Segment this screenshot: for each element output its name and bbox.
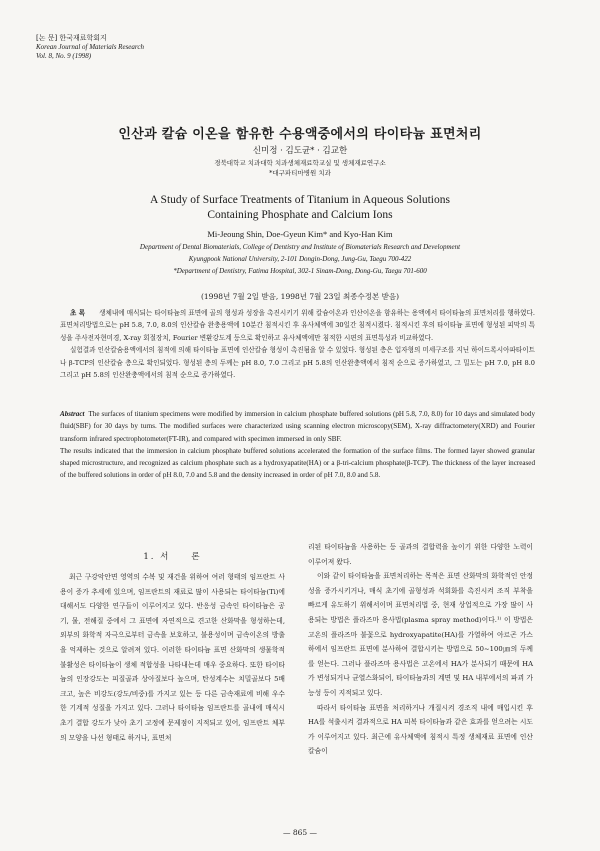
section-heading-introduction: 1. 서 론 xyxy=(143,552,202,562)
page-number: — 865 — xyxy=(282,828,318,837)
body-column-right xyxy=(308,540,533,759)
abstract-en xyxy=(60,408,535,482)
abstract-kr-paragraph-2: 실험결과 인산칼슘용액에서의 침적에 의해 타이타늄 표면에 인산칼슘 형성이 촉진됨을 알 수 있었다. 형성된 층은 입자형의 미세구조를 지닌 하이드록시아파타이트나 β-TCP의 인산칼슘 층으로 확인되었다. 형성된 층의 두께는 pH 8.0, 7.0 그리고 pH 5.8의 인산완충액에서 침적 순으로 증가하였고, 그 밀도는 pH 7.0, pH 8.0 그리고 pH 5.8의 인산완충액에서의 침적 순으로 증가하였다. xyxy=(60,346,535,380)
journal-name-en: Korean Journal of Materials Research xyxy=(36,43,144,51)
abstract-kr-label: 초 록 xyxy=(70,309,86,317)
affiliation-en-3: *Department of Dentistry, Fatima Hospital, 302-1 Sinam-Dong, Dong-Gu, Taegu 701-600 xyxy=(173,267,427,275)
body-paragraph: 최근 구강악안면 영역의 수복 및 재건을 위하여 여러 형태의 임프란트 사용이 증가 추세에 있으며, 임프란트의 재료로 많이 사용되는 타이타늄(Ti)에 대해서도 다양한 연구들이 이루어지고 있다. 반응성 금속인 타이타늄은 공기, 물, 전해질 중에서 그 표면에 자연적으로 견고한 산화막을 형성하는데, 외부의 화학적 자극으로부터 금속을 보호하고, 불용성이며 금속이온의 방출을 억제하는 것으로 알려져 있다. 이러한 타이타늄 표면 산화막의 생물학적 불활성은 타이타늄이 생체 적합성을 나타내는데 매우 중요하다. 또한 타이타늄의 인장강도는 피질골과 상아질보다 높으며, 탄성계수는 치밀골보다 5배 크고, 높은 비강도(강도/비중)를 가지고 있는 등 다른 금속재료에 비해 우수한 기계적 성질을 가지고 있다. 그러나 타이타늄 임프란트를 골내에 매식시 초기 결합 강도가 낮아 초기 고정에 문제점이 지적되고 있어, 임프란트 체부의 모양을 나선 형태로 하거나, 표면처 xyxy=(60,573,285,742)
affiliation-kr-1: 경북대학교 치과대학 치과생체재료학교실 및 생체재료연구소 xyxy=(214,159,386,167)
body-paragraph: 리된 타이타늄을 사용하는 등 골과의 결합력을 높이기 위한 다양한 노력이 이루어져 왔다. xyxy=(308,543,533,566)
affiliation-kr-2: *대구파티마병원 치과 xyxy=(269,169,331,177)
paper-title-en xyxy=(0,193,600,223)
abstract-en-paragraph-2: The results indicated that the immersion in calcium phosphate buffered solutions accelerated the formation of the surface films. The formed layer showed granular shaped microstructure, and recognized as calcium phosphate such as a hydroxyapatite(HA) or a β-tri-calcium phosphate(β-TCP). The thickness of the layer increased of the buffered solutions in order of pH 8.0, 7.0 and 5.8 and the density increased in order of pH 7.0, 8.0 and 5.8. xyxy=(60,446,535,480)
authors-en: Mi-Jeoung Shin, Doe-Gyeun Kim* and Kyo-Han Kim xyxy=(207,229,393,239)
affiliation-en-2: Kyungpook National University, 2-101 Dongin-Dong, Jung-Gu, Taegu 700-422 xyxy=(188,255,412,263)
body-column-left xyxy=(60,570,285,745)
affiliation-en-1: Department of Dental Biomaterials, College of Dentistry and Institute of Biomaterials Research and Development xyxy=(139,243,461,251)
journal-name-kr: [논 문] 한국재료학회지 xyxy=(36,34,107,42)
abstract-en-paragraph-1: Abstract The surfaces of titanium specimens were modified by immersion in calcium phosphate buffered solutions (pH 5.8, 7.0, 8.0) for 10 days and simulated body fluid(SBF) for 30 days by turns. The modified surfaces were characterized using scanning electron microscopy(SEM), X-ray diffractometery(XRD) and Fourier transform infrared spectrophotometer(FT-IR), and compared with specimen immersed in only SBF. xyxy=(60,410,535,443)
abstract-kr-paragraph-1: 초 록 생체내에 매식되는 타이타늄의 표면에 골의 형성과 성장을 촉진시키기 위해 칼슘이온과 인산이온을 함유하는 용액에서 타이타늄의 표면처리를 행하였다. 표면처리방법으로는 pH 5.8, 7.0, 8.0의 인산칼슘 완충용액에 10분간 침적시킨 후 유사체액에 30일간 침적시켰다. 침적시킨 후의 타이타늄 표면에 형성된 피막의 특성을 주사전자현미경, X-ray 회절장치, Fourier 변환강도계 등으로 확인하고 유사체액에만 침적한 시편의 표면특성과 비교하였다. xyxy=(60,309,535,342)
journal-header xyxy=(36,34,144,61)
paper-title-kr: 인산과 칼슘 이온을 함유한 수용액중에서의 타이타늄 표면처리 xyxy=(118,127,482,142)
paper-title-en-line2: Containing Phosphate and Calcium Ions xyxy=(207,209,393,221)
received-dates: (1998년 7월 2일 받음, 1998년 7월 23일 최종수정본 받음) xyxy=(200,292,399,301)
body-paragraph: 이와 같이 타이타늄을 표면처리하는 목적은 표면 산화막의 화학적인 안정성을 증가시키거나, 매식 초기에 골형성과 석회화를 촉진시켜 조직 부착을 빠르게 유도하기 위해서이며 표면처리법 중, 현재 상업적으로 가장 많이 사용되는 방법은 플라즈마 용사법(plasma spray method)이다.¹⁾ 이 방법은 고온의 플라즈마 불꽃으로 hydroxyapatite(HA)를 가열하여 아르곤 가스하에서 임프란트 표면에 분사하여 결합시키는 방법으로 50~100㎛의 두께를 얻는다. 그러나 플라즈마 용사법은 고온에서 HA가 분사되기 때문에 HA가 변성되거나 균열스화되어, 타이타늄과의 계면 및 HA 내부에서의 파괴 가능성 등이 지적되고 있다. xyxy=(308,572,533,697)
abstract-en-label: Abstract xyxy=(60,410,85,418)
abstract-kr xyxy=(60,307,535,381)
body-paragraph: 따라서 타이타늄 표면을 처리하거나 개질시켜 경조직 내에 매입시킨 후 HA를 석출시켜 결과적으로 HA 피복 타이타늄과 같은 효과를 얻으려는 시도가 이루어지고 있다. 최근에 유사체액에 침적시 특정 생체재료 표면에 인산칼슘이 xyxy=(308,703,533,756)
authors-kr: 신미정 · 김도균* · 김교한 xyxy=(252,146,348,156)
journal-volume: Vol. 8, No. 9 (1998) xyxy=(36,52,92,60)
paper-title-en-line1: A Study of Surface Treatments of Titanium in Aqueous Solutions xyxy=(150,194,450,206)
